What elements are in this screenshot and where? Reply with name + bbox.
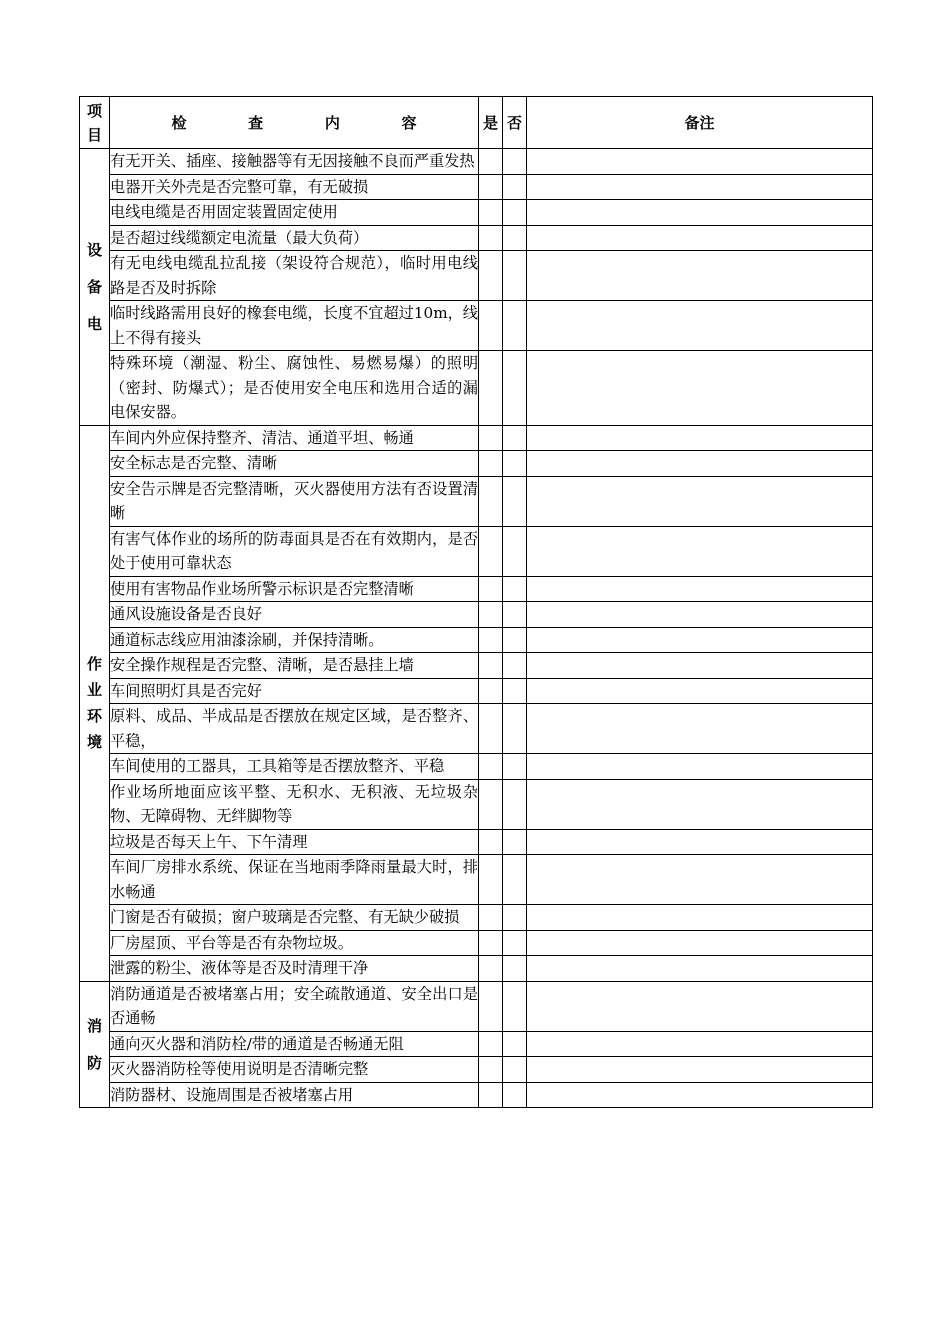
note-cell[interactable]: [527, 602, 873, 628]
note-cell[interactable]: [527, 225, 873, 251]
header-item: 项 目: [80, 97, 110, 149]
note-cell[interactable]: [527, 451, 873, 477]
table-row: [80, 301, 873, 351]
note-cell[interactable]: [527, 174, 873, 200]
category-char: 防: [86, 1053, 102, 1072]
note-cell[interactable]: [527, 200, 873, 226]
table-row: [80, 829, 873, 855]
check-item-text: 临时线路需用良好的橡套电缆，长度不宜超过10m，线上不得有接头: [110, 301, 479, 351]
yes-cell[interactable]: [479, 301, 503, 351]
check-item-text: 厂房屋顶、平台等是否有杂物垃圾。: [110, 930, 479, 956]
category-char: 设: [86, 240, 102, 259]
table-row: [80, 704, 873, 754]
yes-cell[interactable]: [479, 627, 503, 653]
check-item-text: 车间内外应保持整齐、清洁、通道平坦、畅通: [110, 425, 479, 451]
category-cell: [80, 981, 110, 1108]
yes-cell[interactable]: [479, 829, 503, 855]
table-row: [80, 678, 873, 704]
check-item-text: 消防通道是否被堵塞占用；安全疏散通道、安全出口是否通畅: [110, 981, 479, 1031]
no-cell[interactable]: [503, 829, 527, 855]
note-cell[interactable]: [527, 301, 873, 351]
header-note: 备注: [527, 97, 873, 149]
note-cell[interactable]: [527, 1082, 873, 1108]
check-item-text: 安全操作规程是否完整、清晰，是否悬挂上墙: [110, 653, 479, 679]
yes-cell[interactable]: [479, 1057, 503, 1083]
no-cell[interactable]: [503, 855, 527, 905]
check-item-text: 有无开关、插座、接触器等有无因接触不良而严重发热: [110, 149, 479, 175]
note-cell[interactable]: [527, 1031, 873, 1057]
no-cell[interactable]: [503, 200, 527, 226]
yes-cell[interactable]: [479, 251, 503, 301]
no-cell[interactable]: [503, 653, 527, 679]
no-cell[interactable]: [503, 1031, 527, 1057]
check-item-text: 使用有害物品作业场所警示标识是否完整清晰: [110, 576, 479, 602]
category-cell: [80, 425, 110, 981]
table-row: [80, 200, 873, 226]
no-cell[interactable]: [503, 425, 527, 451]
check-item-text: 有无电线电缆乱拉乱接（架设符合规范），临时用电线路是否及时拆除: [110, 251, 479, 301]
table-row: [80, 251, 873, 301]
yes-cell[interactable]: [479, 576, 503, 602]
note-cell[interactable]: [527, 1057, 873, 1083]
yes-cell[interactable]: [479, 779, 503, 829]
yes-cell[interactable]: [479, 704, 503, 754]
check-item-text: 特殊环境（潮湿、粉尘、腐蚀性、易燃易爆）的照明（密封、防爆式）；是否使用安全电压和选用合适的漏电保安器。: [110, 351, 479, 426]
check-item-text: 消防器材、设施周围是否被堵塞占用: [110, 1082, 479, 1108]
yes-cell[interactable]: [479, 981, 503, 1031]
note-cell[interactable]: [527, 476, 873, 526]
check-item-text: 车间厂房排水系统、保证在当地雨季降雨量最大时，排水畅通: [110, 855, 479, 905]
yes-cell[interactable]: [479, 602, 503, 628]
category-char: 备: [86, 277, 102, 296]
no-cell[interactable]: [503, 451, 527, 477]
check-item-text: 安全告示牌是否完整清晰，灭火器使用方法有否设置清晰: [110, 476, 479, 526]
yes-cell[interactable]: [479, 425, 503, 451]
no-cell[interactable]: [503, 174, 527, 200]
header-content: 检 查 内 容: [110, 97, 479, 149]
check-item-text: 原料、成品、半成品是否摆放在规定区域，是否整齐、平稳，: [110, 704, 479, 754]
no-cell[interactable]: [503, 678, 527, 704]
check-item-text: 作业场所地面应该平整、无积水、无积液、无垃圾杂物、无障碍物、无绊脚物等: [110, 779, 479, 829]
no-cell[interactable]: [503, 251, 527, 301]
category-char: 环: [86, 707, 102, 725]
table-row: [80, 451, 873, 477]
check-item-text: 电线电缆是否用固定装置固定使用: [110, 200, 479, 226]
yes-cell[interactable]: [479, 476, 503, 526]
inspection-checklist-table: [79, 96, 873, 1108]
table-row: [80, 425, 873, 451]
table-row: [80, 1082, 873, 1108]
note-cell[interactable]: [527, 855, 873, 905]
no-cell[interactable]: [503, 905, 527, 931]
note-cell[interactable]: [527, 981, 873, 1031]
table-row: [80, 602, 873, 628]
check-item-text: 有害气体作业的场所的防毒面具是否在有效期内，是否处于使用可靠状态: [110, 526, 479, 576]
yes-cell[interactable]: [479, 1031, 503, 1057]
note-cell[interactable]: [527, 425, 873, 451]
check-item-text: 泄露的粉尘、液体等是否及时清理干净: [110, 956, 479, 982]
table-row: [80, 576, 873, 602]
category-char: 作: [86, 655, 102, 673]
table-row: [80, 476, 873, 526]
table-row: [80, 905, 873, 931]
no-cell[interactable]: [503, 627, 527, 653]
yes-cell[interactable]: [479, 653, 503, 679]
yes-cell[interactable]: [479, 855, 503, 905]
no-cell[interactable]: [503, 1082, 527, 1108]
no-cell[interactable]: [503, 956, 527, 982]
check-item-text: 通向灭火器和消防栓/带的通道是否畅通无阻: [110, 1031, 479, 1057]
category-char: 业: [86, 681, 102, 699]
yes-cell[interactable]: [479, 351, 503, 426]
yes-cell[interactable]: [479, 905, 503, 931]
table-row: [80, 149, 873, 175]
check-item-text: 车间照明灯具是否完好: [110, 678, 479, 704]
table-row: [80, 627, 873, 653]
note-cell[interactable]: [527, 351, 873, 426]
table-row: [80, 754, 873, 780]
no-cell[interactable]: [503, 476, 527, 526]
check-item-text: 是否超过线缆额定电流量（最大负荷）: [110, 225, 479, 251]
table-row: [80, 351, 873, 426]
note-cell[interactable]: [527, 627, 873, 653]
no-cell[interactable]: [503, 602, 527, 628]
category-char: 电: [86, 314, 102, 333]
yes-cell[interactable]: [479, 956, 503, 982]
no-cell[interactable]: [503, 225, 527, 251]
yes-cell[interactable]: [479, 678, 503, 704]
category-cell: [80, 149, 110, 426]
check-item-text: 电器开关外壳是否完整可靠，有无破损: [110, 174, 479, 200]
check-item-text: 通风设施设备是否良好: [110, 602, 479, 628]
table-row: [80, 1057, 873, 1083]
check-item-text: 灭火器消防栓等使用说明是否清晰完整: [110, 1057, 479, 1083]
table-row: [80, 1031, 873, 1057]
note-cell[interactable]: [527, 678, 873, 704]
note-cell[interactable]: [527, 526, 873, 576]
note-cell[interactable]: [527, 829, 873, 855]
no-cell[interactable]: [503, 1057, 527, 1083]
yes-cell[interactable]: [479, 526, 503, 576]
checklist-body: [80, 149, 873, 1108]
no-cell[interactable]: [503, 779, 527, 829]
category-char: 消: [86, 1016, 102, 1035]
no-cell[interactable]: [503, 754, 527, 780]
check-item-text: 通道标志线应用油漆涂刷，并保持清晰。: [110, 627, 479, 653]
no-cell[interactable]: [503, 704, 527, 754]
header-no: 否: [503, 97, 527, 149]
check-item-text: 垃圾是否每天上午、下午清理: [110, 829, 479, 855]
yes-cell[interactable]: [479, 1082, 503, 1108]
note-cell[interactable]: [527, 576, 873, 602]
category-char: 境: [86, 733, 102, 751]
table-row: [80, 855, 873, 905]
note-cell[interactable]: [527, 653, 873, 679]
note-cell[interactable]: [527, 930, 873, 956]
note-cell[interactable]: [527, 779, 873, 829]
no-cell[interactable]: [503, 351, 527, 426]
table-row: [80, 225, 873, 251]
note-cell[interactable]: [527, 704, 873, 754]
table-row: [80, 981, 873, 1031]
check-item-text: 门窗是否有破损；窗户玻璃是否完整、有无缺少破损: [110, 905, 479, 931]
table-row: [80, 930, 873, 956]
no-cell[interactable]: [503, 526, 527, 576]
yes-cell[interactable]: [479, 200, 503, 226]
table-row: [80, 779, 873, 829]
no-cell[interactable]: [503, 576, 527, 602]
note-cell[interactable]: [527, 905, 873, 931]
yes-cell[interactable]: [479, 174, 503, 200]
no-cell[interactable]: [503, 981, 527, 1031]
table-row: [80, 174, 873, 200]
yes-cell[interactable]: [479, 754, 503, 780]
yes-cell[interactable]: [479, 225, 503, 251]
table-row: [80, 956, 873, 982]
check-item-text: 车间使用的工器具，工具箱等是否摆放整齐、平稳: [110, 754, 479, 780]
note-cell[interactable]: [527, 754, 873, 780]
header-yes: 是: [479, 97, 503, 149]
check-item-text: 安全标志是否完整、清晰: [110, 451, 479, 477]
no-cell[interactable]: [503, 930, 527, 956]
note-cell[interactable]: [527, 149, 873, 175]
table-row: [80, 526, 873, 576]
note-cell[interactable]: [527, 251, 873, 301]
table-row: [80, 653, 873, 679]
no-cell[interactable]: [503, 301, 527, 351]
yes-cell[interactable]: [479, 451, 503, 477]
note-cell[interactable]: [527, 956, 873, 982]
yes-cell[interactable]: [479, 149, 503, 175]
header-row: [80, 97, 873, 149]
no-cell[interactable]: [503, 149, 527, 175]
yes-cell[interactable]: [479, 930, 503, 956]
